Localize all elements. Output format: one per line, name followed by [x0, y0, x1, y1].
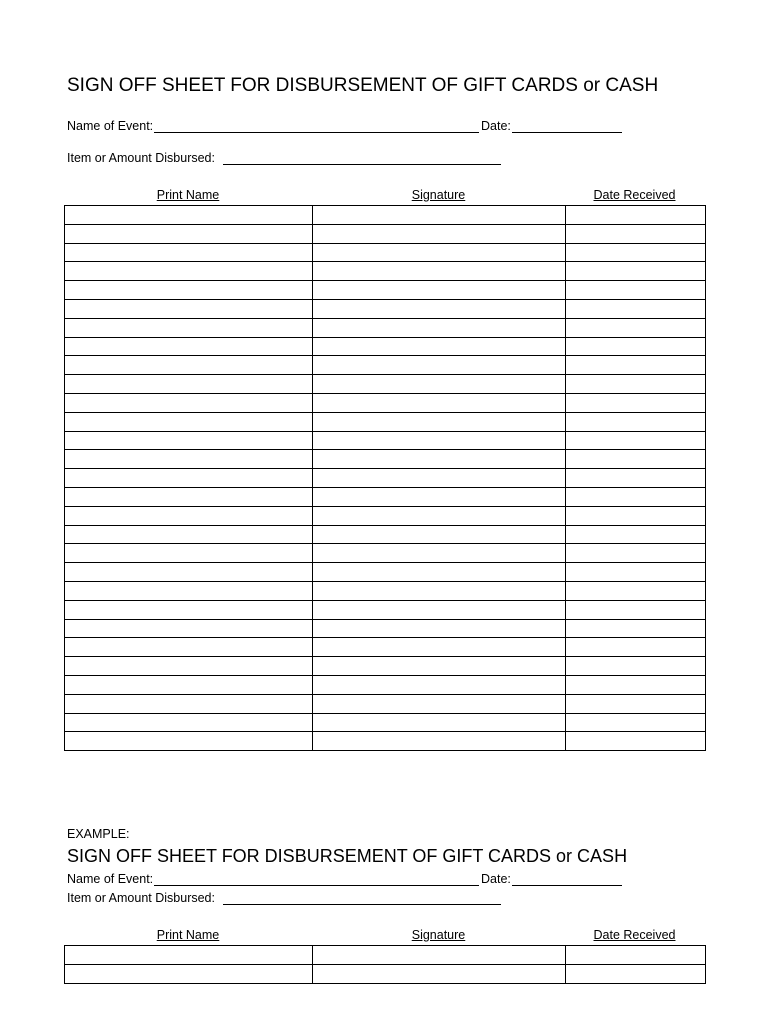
item-amount-line[interactable]	[223, 164, 501, 165]
example-form-title: SIGN OFF SHEET FOR DISBURSEMENT OF GIFT CARDS or CASH	[67, 846, 628, 866]
table-row	[65, 713, 706, 732]
print-name-cell[interactable]	[65, 487, 313, 506]
table-row	[65, 732, 706, 751]
print-name-cell[interactable]	[65, 206, 313, 225]
print-name-cell[interactable]	[65, 393, 313, 412]
signature-cell[interactable]	[313, 600, 566, 619]
signature-cell[interactable]	[313, 412, 566, 431]
table-row	[65, 375, 706, 394]
table-row	[65, 356, 706, 375]
table-row	[65, 525, 706, 544]
example-date-received-cell[interactable]	[566, 946, 706, 965]
signature-cell[interactable]	[313, 318, 566, 337]
table-row	[65, 619, 706, 638]
example-table-row	[65, 964, 706, 983]
date-received-cell[interactable]	[566, 356, 706, 375]
date-received-cell[interactable]	[566, 675, 706, 694]
signature-cell[interactable]	[313, 487, 566, 506]
signature-cell[interactable]	[313, 262, 566, 281]
date-received-cell[interactable]	[566, 544, 706, 563]
date-received-cell[interactable]	[566, 600, 706, 619]
print-name-cell[interactable]	[65, 713, 313, 732]
date-received-cell[interactable]	[566, 431, 706, 450]
table-row	[65, 224, 706, 243]
example-print-name-cell[interactable]	[65, 946, 313, 965]
table-row	[65, 450, 706, 469]
column-header-signature: Signature	[411, 188, 466, 202]
print-name-cell[interactable]	[65, 299, 313, 318]
table-row	[65, 206, 706, 225]
table-row	[65, 657, 706, 676]
print-name-cell[interactable]	[65, 337, 313, 356]
example-event-name-label: Name of Event:	[67, 872, 154, 886]
print-name-cell[interactable]	[65, 600, 313, 619]
example-signature-cell[interactable]	[313, 964, 566, 983]
print-name-cell[interactable]	[65, 469, 313, 488]
print-name-cell[interactable]	[65, 638, 313, 657]
signature-cell[interactable]	[313, 356, 566, 375]
date-received-cell[interactable]	[566, 732, 706, 751]
example-date-label: Date:	[481, 872, 511, 886]
date-received-cell[interactable]	[566, 206, 706, 225]
print-name-cell[interactable]	[65, 262, 313, 281]
date-received-cell[interactable]	[566, 469, 706, 488]
date-received-cell[interactable]	[566, 525, 706, 544]
print-name-cell[interactable]	[65, 431, 313, 450]
signature-cell[interactable]	[313, 694, 566, 713]
signature-cell[interactable]	[313, 675, 566, 694]
form-title: SIGN OFF SHEET FOR DISBURSEMENT OF GIFT CARDS or CASH	[67, 75, 659, 96]
signature-cell[interactable]	[313, 581, 566, 600]
print-name-cell[interactable]	[65, 243, 313, 262]
date-received-cell[interactable]	[566, 713, 706, 732]
print-name-cell[interactable]	[65, 675, 313, 694]
column-header-date-received: Date Received	[593, 188, 676, 202]
column-header-print-name: Print Name	[156, 188, 220, 202]
print-name-cell[interactable]	[65, 544, 313, 563]
table-row	[65, 393, 706, 412]
print-name-cell[interactable]	[65, 694, 313, 713]
example-item-amount-label: Item or Amount Disbursed:	[67, 891, 215, 905]
signature-cell[interactable]	[313, 337, 566, 356]
date-received-cell[interactable]	[566, 262, 706, 281]
table-row	[65, 281, 706, 300]
table-row	[65, 638, 706, 657]
table-row	[65, 318, 706, 337]
date-received-cell[interactable]	[566, 337, 706, 356]
print-name-cell[interactable]	[65, 581, 313, 600]
signature-cell[interactable]	[313, 393, 566, 412]
table-row	[65, 581, 706, 600]
table-row	[65, 675, 706, 694]
table-row	[65, 600, 706, 619]
signature-cell[interactable]	[313, 299, 566, 318]
date-received-cell[interactable]	[566, 487, 706, 506]
print-name-cell[interactable]	[65, 224, 313, 243]
date-received-cell[interactable]	[566, 224, 706, 243]
event-name-line[interactable]	[154, 132, 479, 133]
table-row	[65, 299, 706, 318]
table-row	[65, 487, 706, 506]
date-received-cell[interactable]	[566, 393, 706, 412]
date-label: Date:	[481, 119, 511, 133]
example-column-header-date-received: Date Received	[593, 928, 676, 942]
date-received-cell[interactable]	[566, 694, 706, 713]
print-name-cell[interactable]	[65, 318, 313, 337]
date-received-cell[interactable]	[566, 412, 706, 431]
print-name-cell[interactable]	[65, 375, 313, 394]
signature-cell[interactable]	[313, 375, 566, 394]
signature-cell[interactable]	[313, 732, 566, 751]
signature-cell[interactable]	[313, 525, 566, 544]
date-received-cell[interactable]	[566, 581, 706, 600]
example-table-row	[65, 946, 706, 965]
signature-cell[interactable]	[313, 544, 566, 563]
table-row	[65, 262, 706, 281]
signature-cell[interactable]	[313, 450, 566, 469]
date-received-cell[interactable]	[566, 318, 706, 337]
print-name-cell[interactable]	[65, 732, 313, 751]
signature-cell[interactable]	[313, 563, 566, 582]
signature-cell[interactable]	[313, 431, 566, 450]
table-row	[65, 337, 706, 356]
example-heading: EXAMPLE:	[67, 827, 130, 841]
signoff-table	[64, 205, 706, 751]
signature-cell[interactable]	[313, 619, 566, 638]
print-name-cell[interactable]	[65, 619, 313, 638]
table-row	[65, 544, 706, 563]
date-received-cell[interactable]	[566, 299, 706, 318]
print-name-cell[interactable]	[65, 657, 313, 676]
example-column-header-signature: Signature	[411, 928, 466, 942]
table-row	[65, 243, 706, 262]
example-date-line[interactable]	[512, 885, 622, 886]
signature-cell[interactable]	[313, 657, 566, 676]
date-line[interactable]	[512, 132, 622, 133]
table-row	[65, 431, 706, 450]
table-row	[65, 506, 706, 525]
signature-cell[interactable]	[313, 713, 566, 732]
example-column-header-print-name: Print Name	[156, 928, 220, 942]
signature-cell[interactable]	[313, 224, 566, 243]
example-signature-cell[interactable]	[313, 946, 566, 965]
signature-cell[interactable]	[313, 469, 566, 488]
event-name-label: Name of Event:	[67, 119, 154, 133]
print-name-cell[interactable]	[65, 281, 313, 300]
signature-cell[interactable]	[313, 506, 566, 525]
print-name-cell[interactable]	[65, 356, 313, 375]
table-row	[65, 694, 706, 713]
date-received-cell[interactable]	[566, 563, 706, 582]
signature-cell[interactable]	[313, 638, 566, 657]
date-received-cell[interactable]	[566, 243, 706, 262]
example-print-name-cell[interactable]	[65, 964, 313, 983]
example-signoff-table	[64, 945, 706, 984]
example-date-received-cell[interactable]	[566, 964, 706, 983]
date-received-cell[interactable]	[566, 657, 706, 676]
print-name-cell[interactable]	[65, 412, 313, 431]
print-name-cell[interactable]	[65, 450, 313, 469]
date-received-cell[interactable]	[566, 619, 706, 638]
print-name-cell[interactable]	[65, 525, 313, 544]
signature-cell[interactable]	[313, 281, 566, 300]
item-amount-label: Item or Amount Disbursed:	[67, 151, 215, 165]
print-name-cell[interactable]	[65, 563, 313, 582]
table-row	[65, 412, 706, 431]
signature-cell[interactable]	[313, 243, 566, 262]
example-event-name-line[interactable]	[154, 885, 479, 886]
table-row	[65, 563, 706, 582]
date-received-cell[interactable]	[566, 450, 706, 469]
date-received-cell[interactable]	[566, 375, 706, 394]
example-item-amount-line[interactable]	[223, 904, 501, 905]
date-received-cell[interactable]	[566, 281, 706, 300]
table-row	[65, 469, 706, 488]
print-name-cell[interactable]	[65, 506, 313, 525]
date-received-cell[interactable]	[566, 638, 706, 657]
signature-cell[interactable]	[313, 206, 566, 225]
date-received-cell[interactable]	[566, 506, 706, 525]
